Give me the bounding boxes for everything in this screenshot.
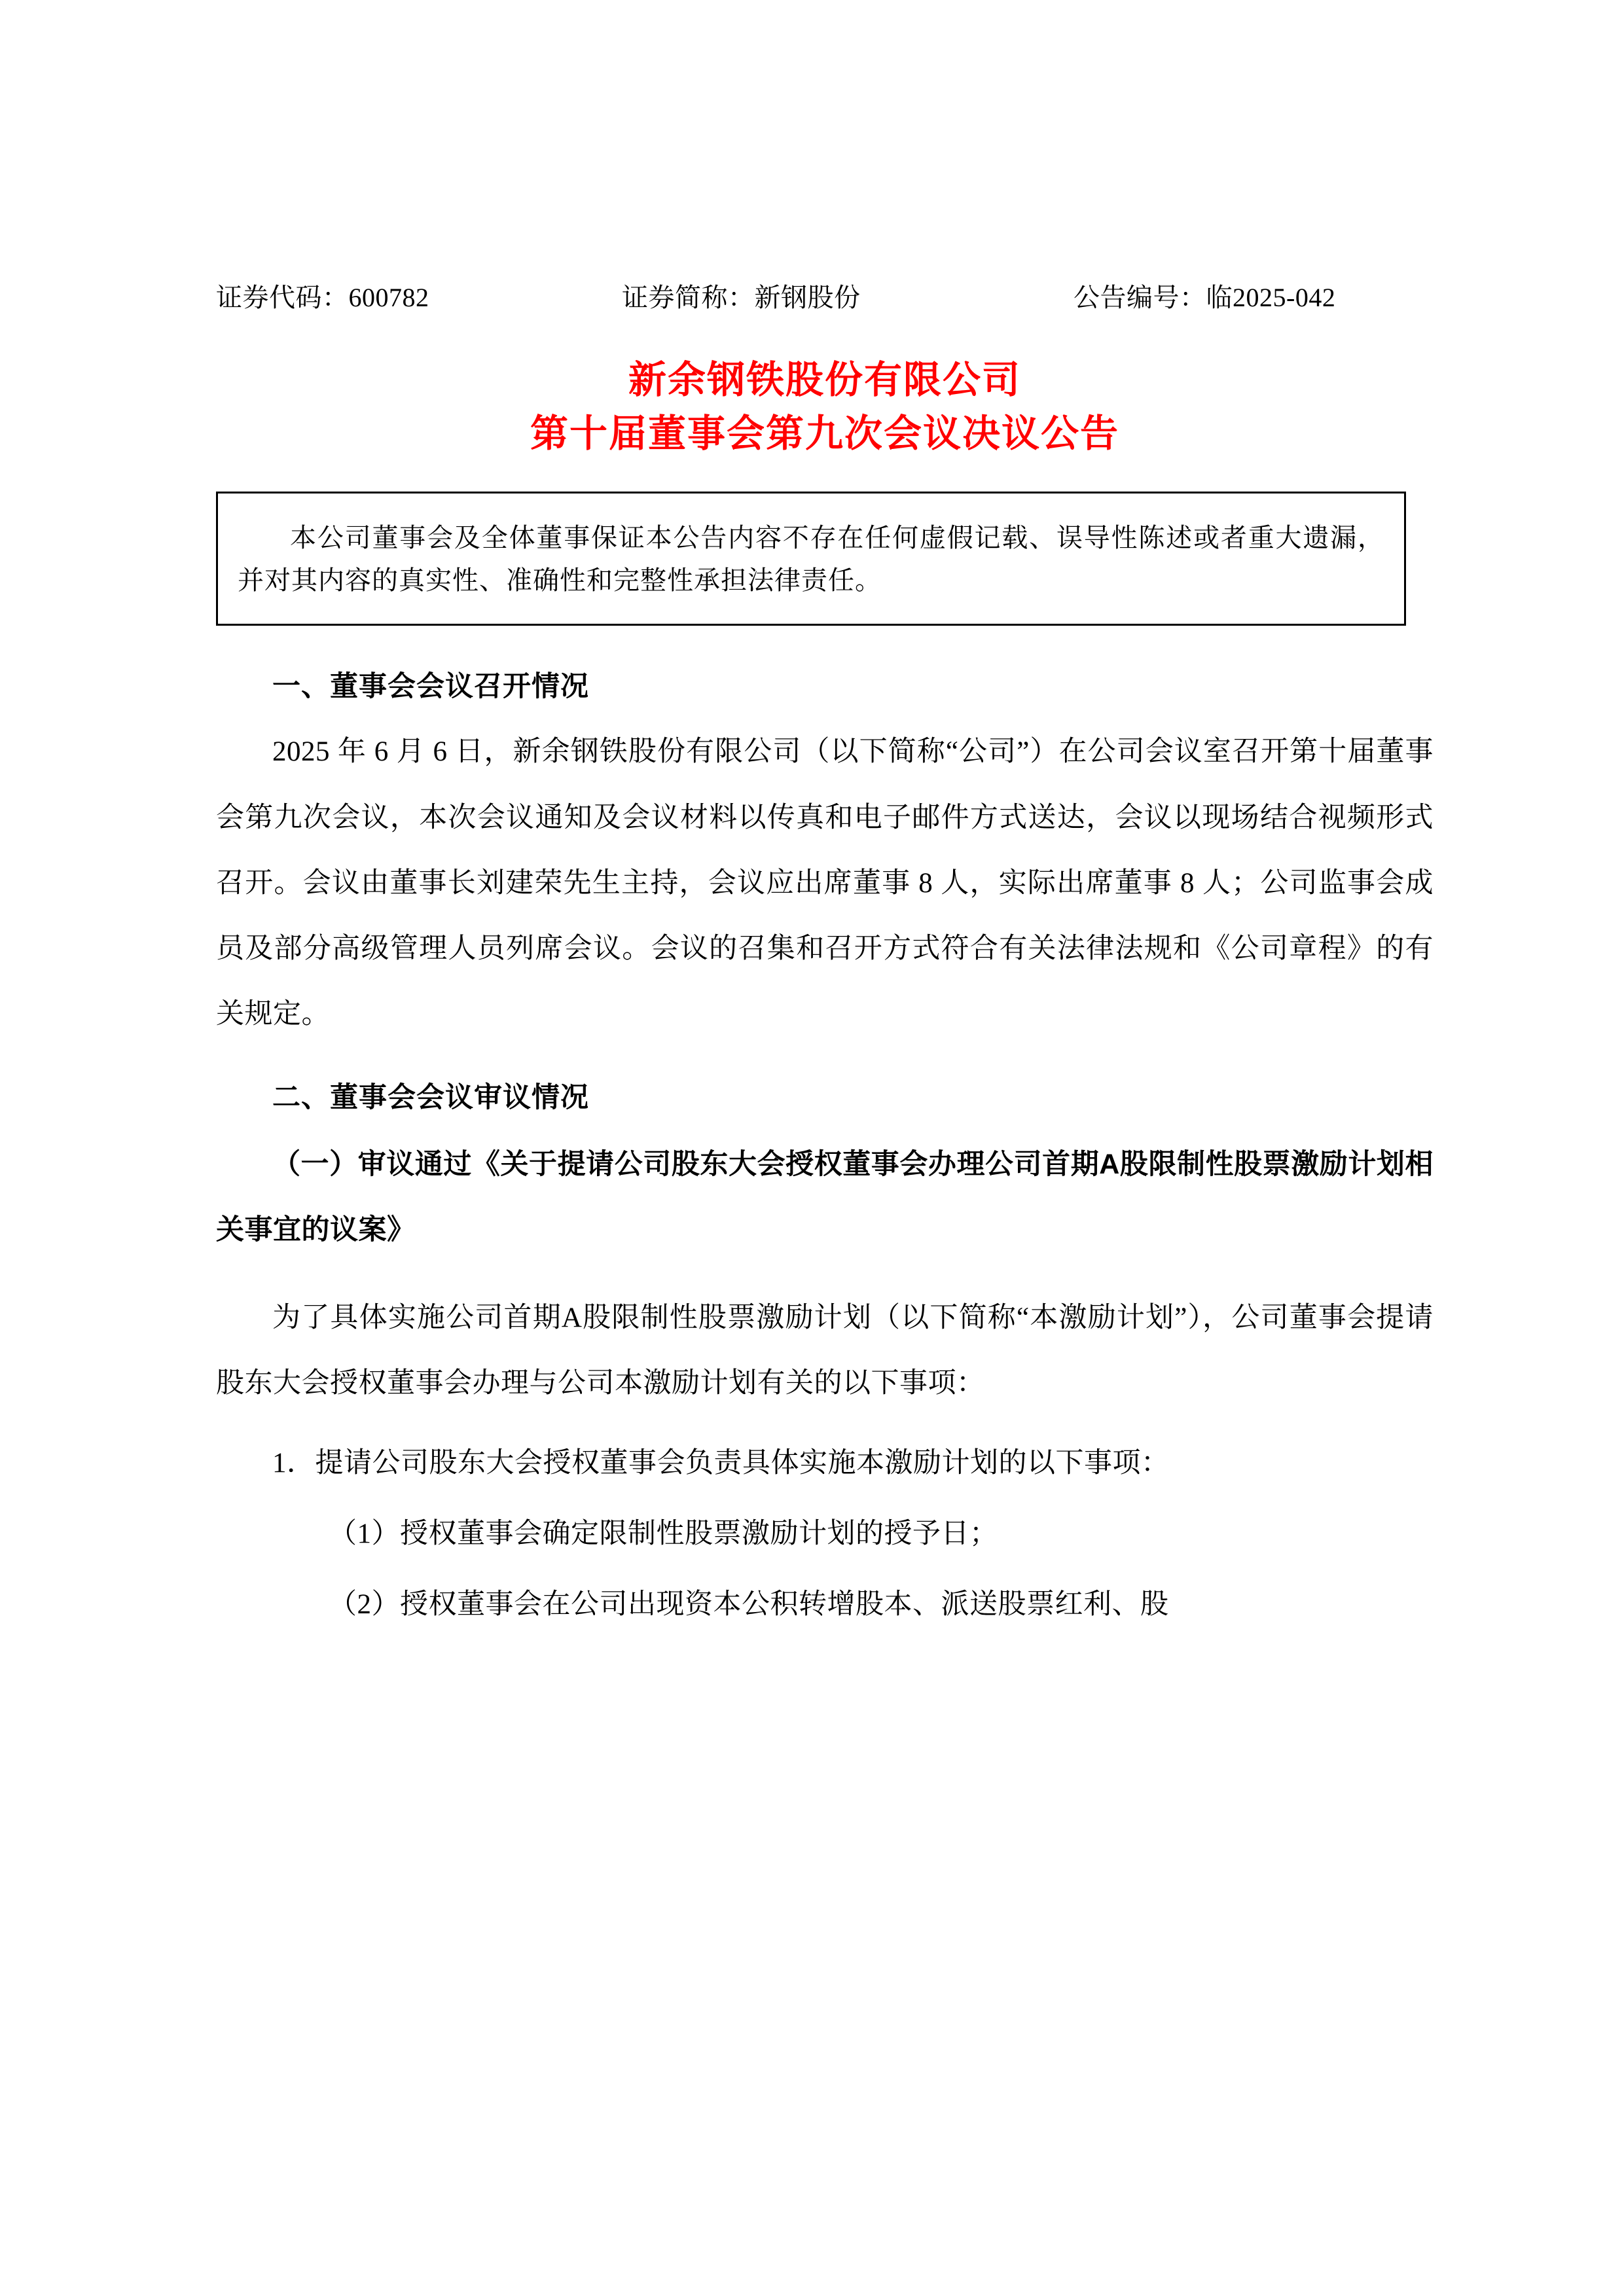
- authorization-subitem-2-text: 授权董事会在公司出现资本公积转增股本、派送股票红利、股: [400, 1589, 1169, 1621]
- announcement-number-segment: [1074, 281, 1335, 314]
- page-title: [216, 353, 1434, 461]
- disclaimer-box: [216, 492, 1406, 626]
- security-name-label: 证券简称：: [622, 283, 755, 312]
- authorization-subitem-2: [216, 1572, 1434, 1638]
- announcement-number-label: 公告编号：: [1074, 283, 1206, 312]
- authorization-item-1-text: 提请公司股东大会授权董事会负责具体实施本激励计划的以下事项：: [315, 1448, 1170, 1479]
- disclaimer-text: 本公司董事会及全体董事保证本公告内容不存在任何虚假记载、误导性陈述或者重大遗漏，并对其内容的真实性、准确性和完整性承担法律责任。: [238, 522, 1384, 595]
- authorization-subitem-1: [216, 1501, 1434, 1567]
- security-name-value: 新钢股份: [754, 283, 861, 312]
- company-name-title: 新余钢铁股份有限公司: [628, 359, 1021, 401]
- security-code-label: 证券代码：: [216, 283, 349, 312]
- authorization-subitem-1-text: 授权董事会确定限制性股票激励计划的授予日；: [400, 1518, 998, 1550]
- authorization-item-1-marker: 1．: [272, 1448, 316, 1479]
- section-1-paragraph-1: 2025 年 6 月 6 日，新余钢铁股份有限公司（以下简称“公司”）在公司会议室召开第十届董事会第九次会议，本次会议通知及会议材料以传真和电子邮件方式送达，会议以现场结合视频形式召开。会议由董事长刘建荣先生主持，会议应出席董事 8 人，实际出席董事 8 人；公司监事会成员及部分高级管理人员列席会议。会议的召集和召开方式符合有关法律法规和《公司章程》的有关规定。: [216, 736, 1434, 1030]
- announcement-header: [216, 281, 1434, 314]
- announcement-number-value: 临2025-042: [1206, 283, 1336, 312]
- authorization-subitem-1-marker: （1）: [329, 1518, 400, 1550]
- authorization-item-1: [216, 1431, 1434, 1496]
- security-name-segment: [622, 281, 1074, 314]
- section-2-paragraph-1: 为了具体实施公司首期A股限制性股票激励计划（以下简称“本激励计划”），公司董事会提请股东大会授权董事会办理与公司本激励计划有关的以下事项：: [216, 1302, 1434, 1399]
- authorization-subitem-2-marker: （2）: [329, 1589, 400, 1621]
- proposal-title-1: （一）审议通过《关于提请公司股东大会授权董事会办理公司首期A股限制性股票激励计划相关事宜的议案》: [216, 1149, 1434, 1246]
- security-code-segment: [216, 281, 622, 314]
- section-heading-meeting-convening: 一、董事会会议召开情况: [272, 671, 589, 703]
- section-heading-meeting-deliberation: 二、董事会会议审议情况: [272, 1082, 589, 1114]
- security-code-value: 600782: [348, 283, 429, 312]
- announcement-subject-title: 第十届董事会第九次会议决议公告: [530, 412, 1119, 456]
- page-content: [216, 0, 1434, 1638]
